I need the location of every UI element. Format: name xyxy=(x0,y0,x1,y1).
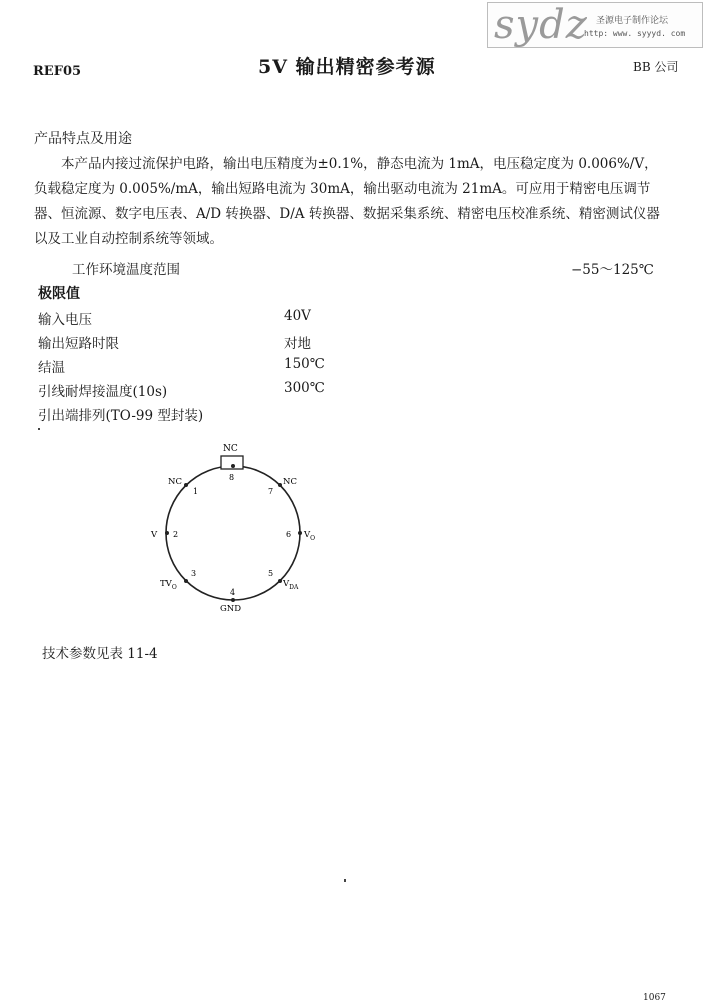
operating-temp-label: 工作环境温度范围 xyxy=(72,262,180,278)
limit-value-solder-temp: 300℃ xyxy=(284,380,325,396)
pin-2-dot xyxy=(165,531,169,535)
watermark-box xyxy=(487,2,703,48)
features-heading: 产品特点及用途 xyxy=(34,131,132,147)
features-paragraph: 本产品内接过流保护电路，输出电压精度为±0.1%，静态电流为 1mA，电压稳定度为 0.006%/V，负载稳定度为 0.005%/mA，输出短路电流为 30mA，输出驱动电流为 21mA。可应用于精密电压调节器、恒流源、数字电压表、A/D 转换器、D/A 转换器、数据采集系统、精密电压校准系统、精密测试仪器以及工业自动控制系统等领域。 xyxy=(34,156,660,247)
pin-6-number: 6 xyxy=(286,530,292,539)
limits-heading: 极限值 xyxy=(38,286,80,302)
pin-4-name: GND xyxy=(220,604,242,614)
page-number: 1067 xyxy=(643,993,666,1003)
pin-5-number: 5 xyxy=(268,569,274,578)
pin-3-name xyxy=(160,579,177,591)
limit-label-short-circuit: 输出短路时限 xyxy=(38,336,119,352)
limit-label-junction-temp: 结温 xyxy=(38,360,65,376)
scan-speck xyxy=(344,879,346,882)
pin-6-name-main: V xyxy=(304,530,311,540)
pin-8-number: 8 xyxy=(229,473,235,482)
document-id: REF05 xyxy=(33,64,82,79)
pin-7-dot xyxy=(278,483,282,487)
pin-3-number: 3 xyxy=(191,569,197,578)
company-name: BB 公司 xyxy=(633,60,679,74)
pin-7-number: 7 xyxy=(268,487,274,496)
limit-value-short-circuit: 对地 xyxy=(284,336,311,352)
tech-params-note: 技术参数见表 11-4 xyxy=(42,646,158,662)
pin-6-name-sub: O xyxy=(310,535,316,542)
pin-6-name xyxy=(303,530,315,542)
pin-4-dot xyxy=(231,598,235,602)
pin-5-name xyxy=(282,579,299,591)
pin-8-dot xyxy=(231,464,235,468)
pin-1-dot xyxy=(184,483,188,487)
pin-3-name-main: TV xyxy=(160,579,172,589)
pin-5-dot xyxy=(278,579,282,583)
pin-3-name-sub: O xyxy=(171,584,177,591)
pin-7-name: NC xyxy=(283,477,297,487)
limit-value-junction-temp: 150℃ xyxy=(284,356,325,372)
pin-5-name-main: V xyxy=(283,579,290,589)
limit-label-input-voltage: 输入电压 xyxy=(38,312,92,328)
limit-value-input-voltage: 40V xyxy=(284,308,311,324)
limit-label-solder-temp: 引线耐焊接温度(10s) xyxy=(38,384,168,400)
pin-2-name: V xyxy=(151,530,158,540)
operating-temp-value: −55～125℃ xyxy=(571,262,654,278)
pin-1-number: 1 xyxy=(193,487,199,496)
pinout-heading: 引出端排列(TO-99 型封装) xyxy=(38,408,204,424)
pinout-diagram xyxy=(140,436,340,616)
pin-6-dot xyxy=(298,531,302,535)
page-title: 5V 输出精密参考源 xyxy=(258,56,436,78)
watermark-logo: sydz xyxy=(494,2,588,48)
tab-label: NC xyxy=(223,444,238,454)
pin-1-name: NC xyxy=(168,477,182,487)
pin-5-name-sub: DA xyxy=(289,584,299,591)
watermark-url: http: www. syyyd. com xyxy=(584,29,686,38)
pin-4-number: 4 xyxy=(230,588,236,597)
pin-3-dot xyxy=(184,579,188,583)
pin-2-number: 2 xyxy=(173,530,179,539)
scan-speck xyxy=(38,428,40,430)
watermark-site-name: 圣源电子制作论坛 xyxy=(596,16,669,26)
